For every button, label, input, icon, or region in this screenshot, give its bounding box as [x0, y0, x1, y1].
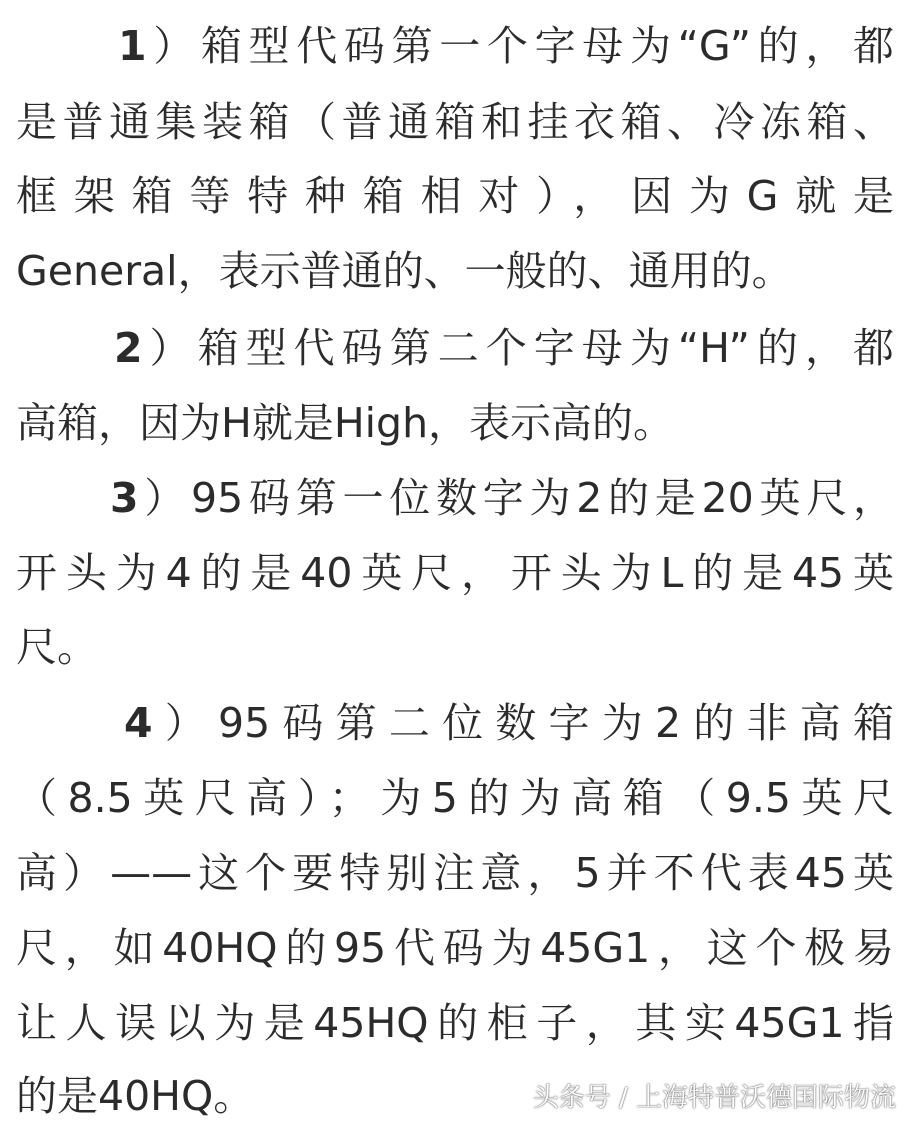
- paragraph-1-line-2: 是普通集装箱（普通箱和挂衣箱、冷冻箱、: [16, 98, 894, 146]
- paragraph-1-line-4: General，表示普通的、一般的、通用的。: [16, 247, 793, 295]
- paragraph-3-number: 3: [110, 474, 139, 522]
- paragraph-2-line-2: 高箱，因为H就是High，表示高的。: [16, 399, 675, 447]
- paragraph-2-number: 2: [114, 324, 143, 372]
- paragraph-4-line-3: 高）——这个要特别注意，5并不代表45英: [16, 849, 894, 897]
- paragraph-4-number: 4: [124, 699, 153, 747]
- source-watermark: 头条号 / 上海特普沃德国际物流: [532, 1083, 896, 1113]
- paragraph-3-line-2: 开头为4的是40英尺，开头为L的是45英: [16, 549, 894, 597]
- paragraph-1-number: 1: [118, 22, 147, 70]
- paragraph-4-line-4: 尺，如40HQ的95代码为45G1，这个极易: [16, 924, 894, 972]
- paragraph-4-line-6: 的是40HQ。: [16, 1072, 255, 1120]
- paragraph-2-line-1: [114, 318, 894, 378]
- paragraph-1-line-3: 框架箱等特种箱相对），因为G就是: [16, 172, 894, 220]
- paragraph-4-line-1-text: ）95码第二位数字为2的非高箱: [152, 699, 894, 747]
- paragraph-4-line-2: （8.5英尺高）；为5的为高箱（9.5英尺: [16, 774, 894, 822]
- paragraph-2-line-1-text: ）箱型代码第二个字母为“H”的，都: [142, 324, 894, 372]
- paragraph-3-line-3: 尺。: [16, 623, 98, 671]
- paragraph-1-line-1-text: ）箱型代码第一个字母为“G”的，都: [146, 22, 894, 70]
- paragraph-3-line-1-text: ）95码第一位数字为2的是20英尺，: [138, 474, 894, 522]
- paragraph-4-line-5: 让人误以为是45HQ的柜子，其实45G1指: [16, 999, 894, 1047]
- paragraph-4-line-1: [124, 693, 894, 753]
- paragraph-1-line-1: [118, 16, 894, 76]
- paragraph-3-line-1: [110, 468, 894, 528]
